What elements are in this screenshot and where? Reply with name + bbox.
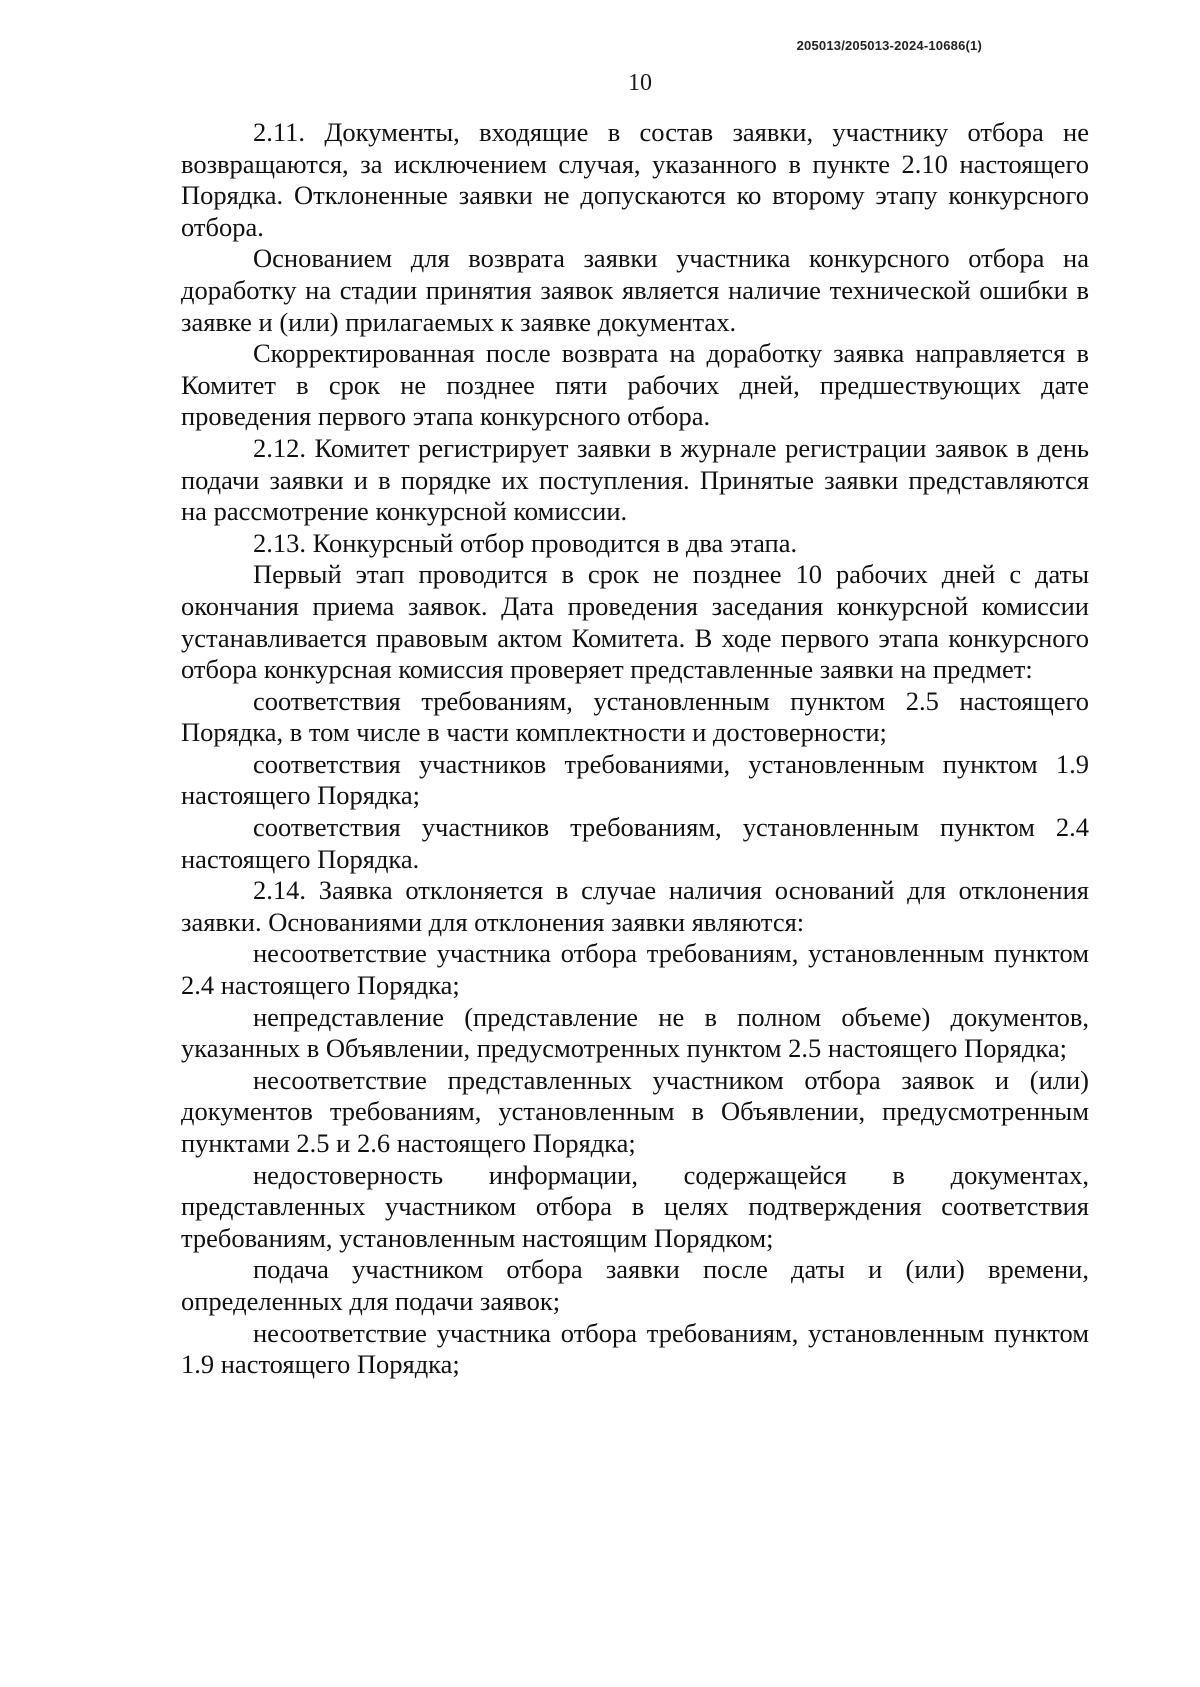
paragraph-2-11: 2.11. Документы, входящие в состав заявки, участнику отбора не возвращаются, за исключением случая, указанного в пункте 2.10 настоящего Порядка. Отклоненные заявки не допускаются ко второму этапу конкурсного отбора. (181, 117, 1089, 242)
list-item-reject-missing-docs: непредставление (представление не в полном объеме) документов, указанных в Объявлении, предусмотренных пунктом 2.5 настоящего Порядка; (181, 1001, 1089, 1064)
list-item-reject-late-submission: подача участником отбора заявки после даты и (или) времени, определенных для подачи заявок; (181, 1254, 1089, 1316)
page-number: 10 (628, 70, 652, 96)
list-item-reject-nonconforming-docs: несоответствие представленных участником отбора заявок и (или) документов требованиям, установленным в Объявлении, предусмотренным пунктами 2.5 и 2.6 настоящего Порядка; (181, 1064, 1089, 1158)
list-item-check-2-5: соответствия требованиям, установленным пунктом 2.5 настоящего Порядка, в том числе в части комплектности и достоверности; (181, 685, 1089, 748)
list-item-check-2-4: соответствия участников требованиям, установленным пунктом 2.4 настоящего Порядка. (181, 812, 1089, 874)
document-body (181, 117, 1089, 1381)
list-item-check-1-9: соответствия участников требованиями, установленным пунктом 1.9 настоящего Порядка; (181, 748, 1089, 811)
paragraph-2-14: 2.14. Заявка отклоняется в случае наличия оснований для отклонения заявки. Основаниями для отклонения заявки являются: (181, 875, 1089, 937)
paragraph-first-stage: Первый этап проводится в срок не позднее 10 рабочих дней с даты окончания приема заявок. Дата проведения заседания конкурсной комиссии устанавливается правовым актом Комитета. В ходе первого этапа конкурсного отбора конкурсная комиссия проверяет представленные заявки на предмет: (181, 559, 1089, 685)
paragraph-2-12: 2.12. Комитет регистрирует заявки в журнале регистрации заявок в день подачи заявки и в порядке их поступления. Принятые заявки представляются на рассмотрение конкурсной комиссии. (181, 432, 1089, 527)
document-registration-number: 205013/205013-2024-10686(1) (796, 38, 982, 53)
paragraph-corrected-application: Скорректированная после возврата на доработку заявка направляется в Комитет в срок не позднее пяти рабочих дней, предшествующих дате проведения первого этапа конкурсного отбора. (181, 338, 1089, 432)
paragraph-2-13: 2.13. Конкурсный отбор проводится в два этапа. (253, 527, 798, 558)
list-item-reject-false-info: недостоверность информации, содержащейся в документах, представленных участником отбора в целях подтверждения соответствия требованиям, установленным настоящим Порядком; (181, 1159, 1089, 1253)
list-item-reject-2-4: несоответствие участника отбора требованиям, установленным пунктом 2.4 настоящего Порядка; (181, 938, 1089, 1001)
list-item-reject-1-9: несоответствие участника отбора требованиям, установленным пунктом 1.9 настоящего Порядка; (181, 1317, 1089, 1380)
paragraph-return-basis: Основанием для возврата заявки участника конкурсного отбора на доработку на стадии принятия заявок является наличие технической ошибки в заявке и (или) прилагаемых к заявке документах. (181, 243, 1089, 337)
